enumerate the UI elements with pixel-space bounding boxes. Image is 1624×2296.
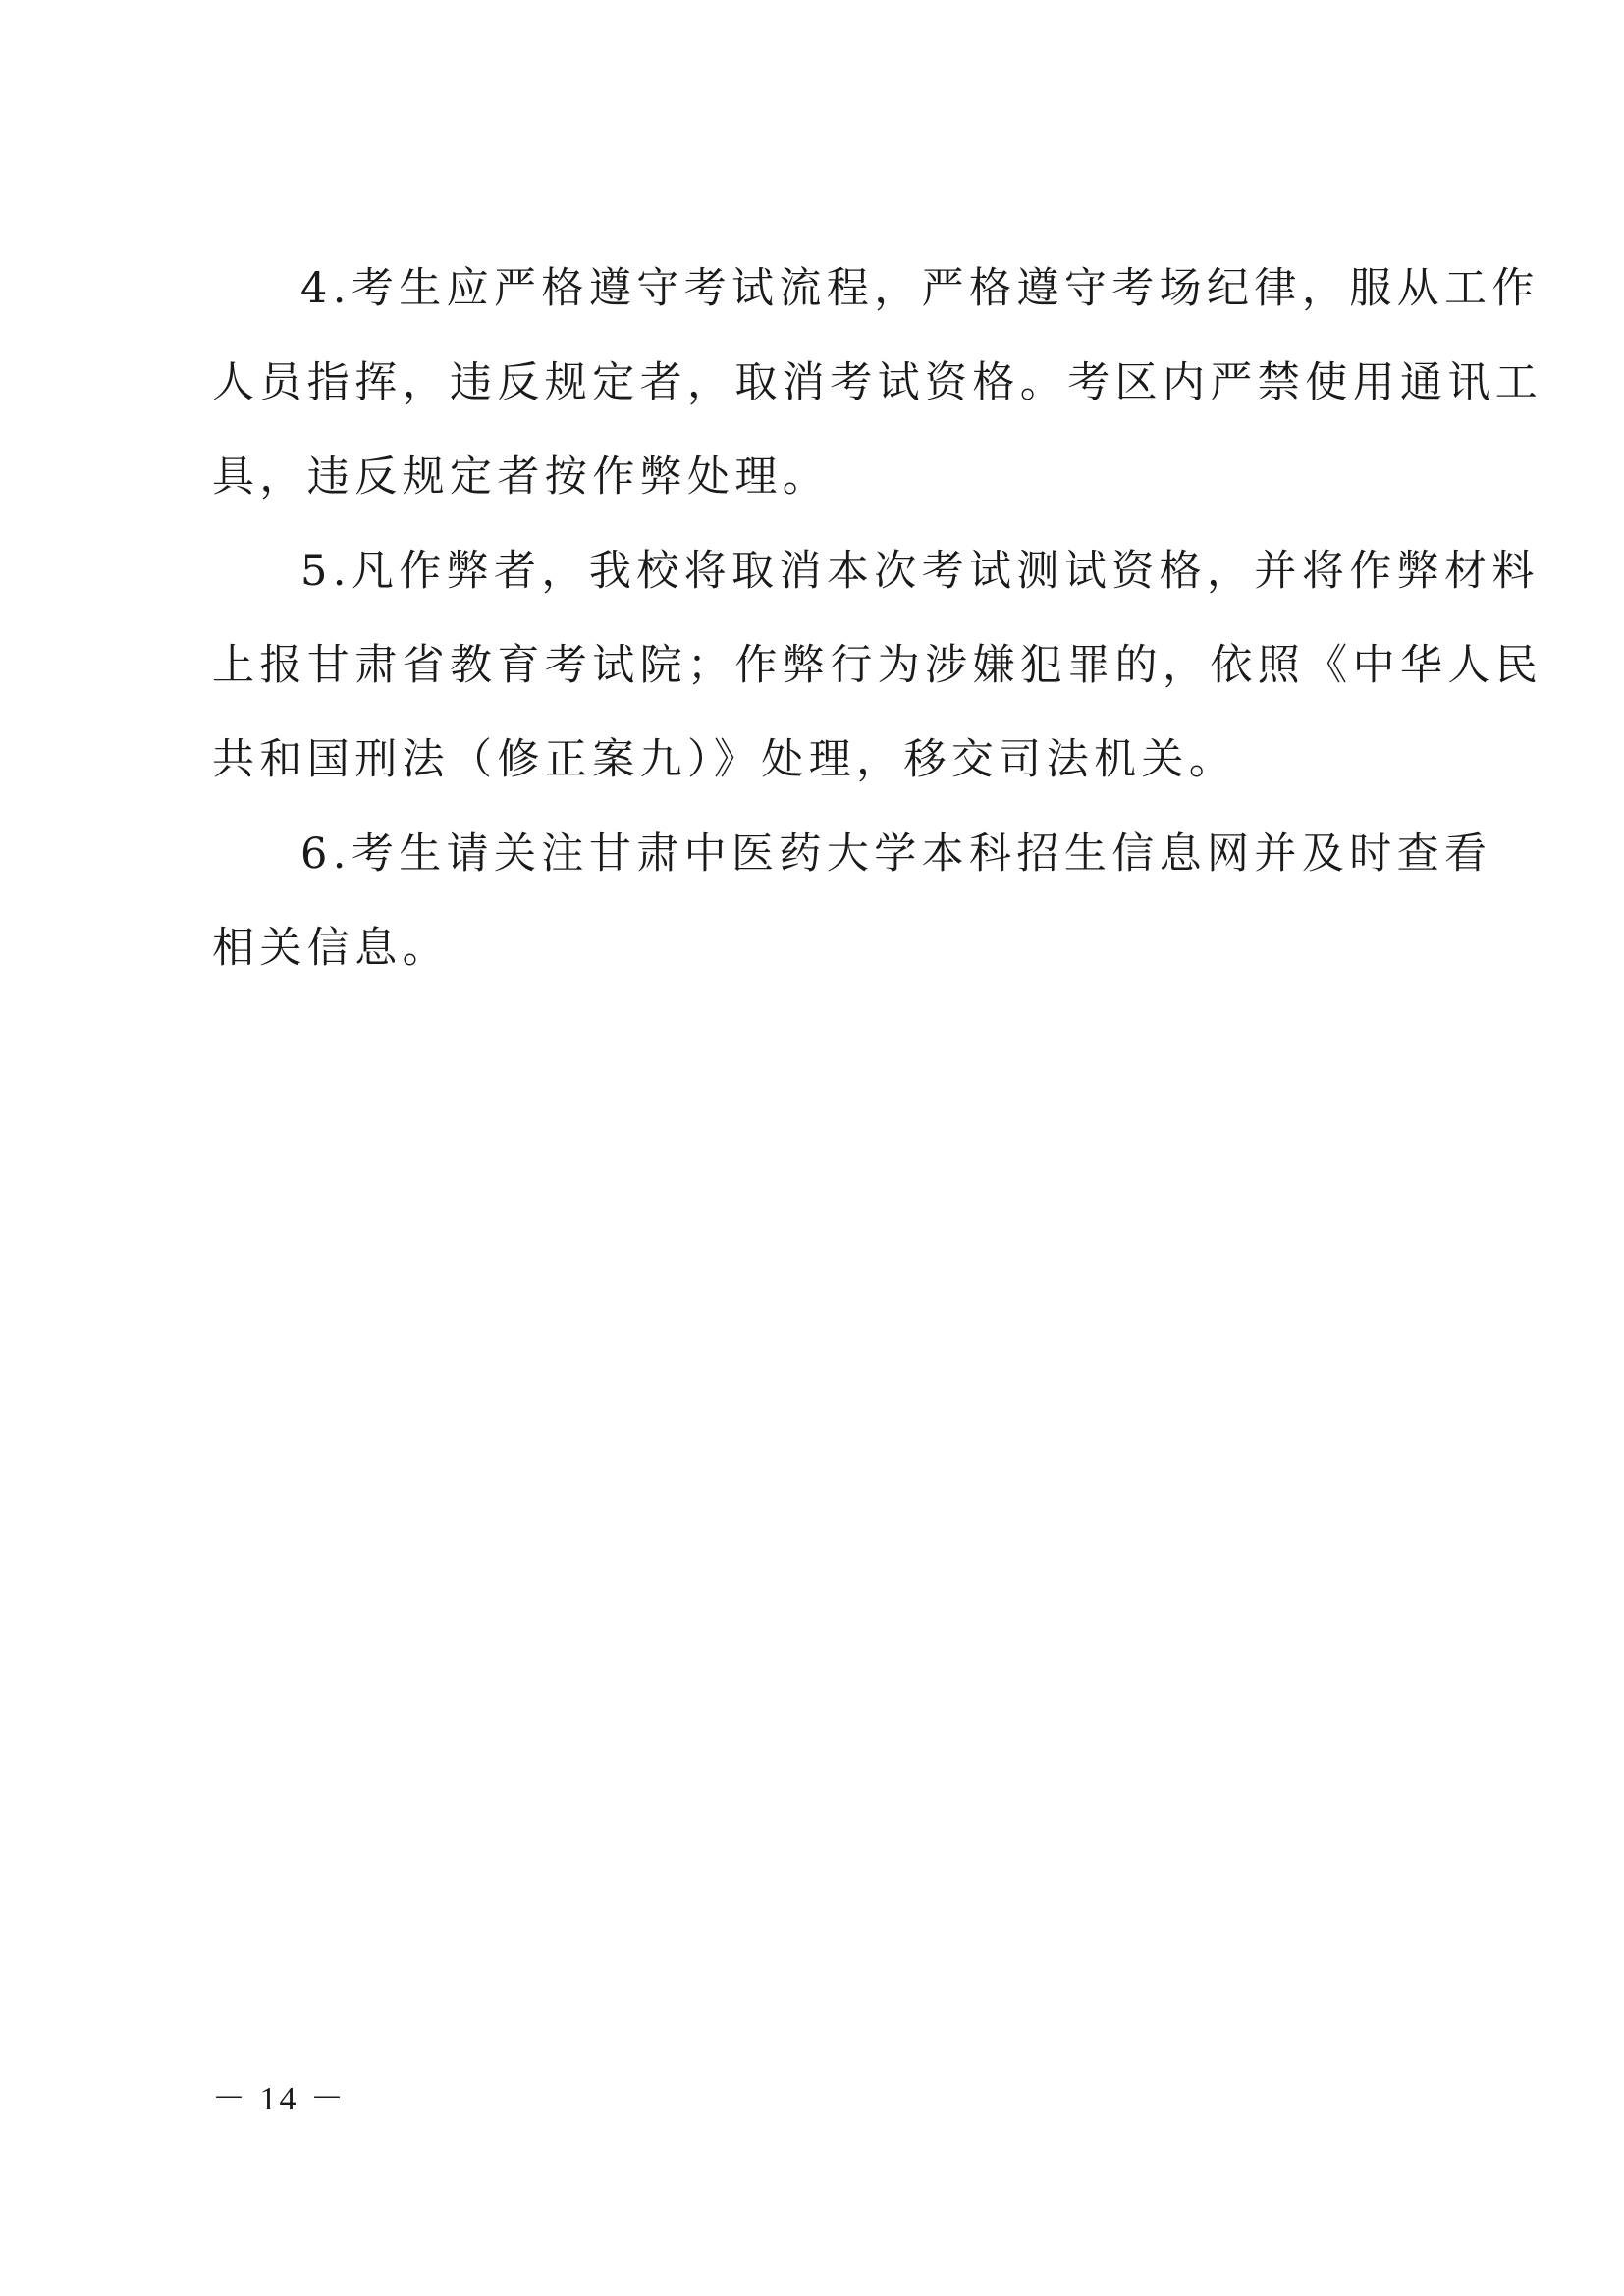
text-line: 具，违反规定者按作弊处理。 <box>212 453 831 502</box>
text-line: 4.考生应严格遵守考试流程，严格遵守考场纪律，服从工作 <box>300 264 1540 313</box>
page-number: － 14 － <box>212 2081 347 2117</box>
paragraph-item-5 <box>212 524 1543 807</box>
text-line: 上报甘肃省教育考试院；作弊行为涉嫌犯罪的，依照《中华人民 <box>212 641 1543 690</box>
paragraph-item-6 <box>212 807 1492 995</box>
paragraph-item-4 <box>212 241 1543 524</box>
text-line: 5.凡作弊者，我校将取消本次考试测试资格，并将作弊材料 <box>300 547 1540 596</box>
text-line: 人员指挥，违反规定者，取消考试资格。考区内严禁使用通讯工 <box>212 358 1543 407</box>
document-body <box>212 241 1543 995</box>
text-line: 相关信息。 <box>212 924 450 973</box>
text-line: 6.考生请关注甘肃中医药大学本科招生信息网并及时查看 <box>300 829 1492 879</box>
text-line: 共和国刑法（修正案九）》处理，移交司法机关。 <box>212 735 1237 784</box>
